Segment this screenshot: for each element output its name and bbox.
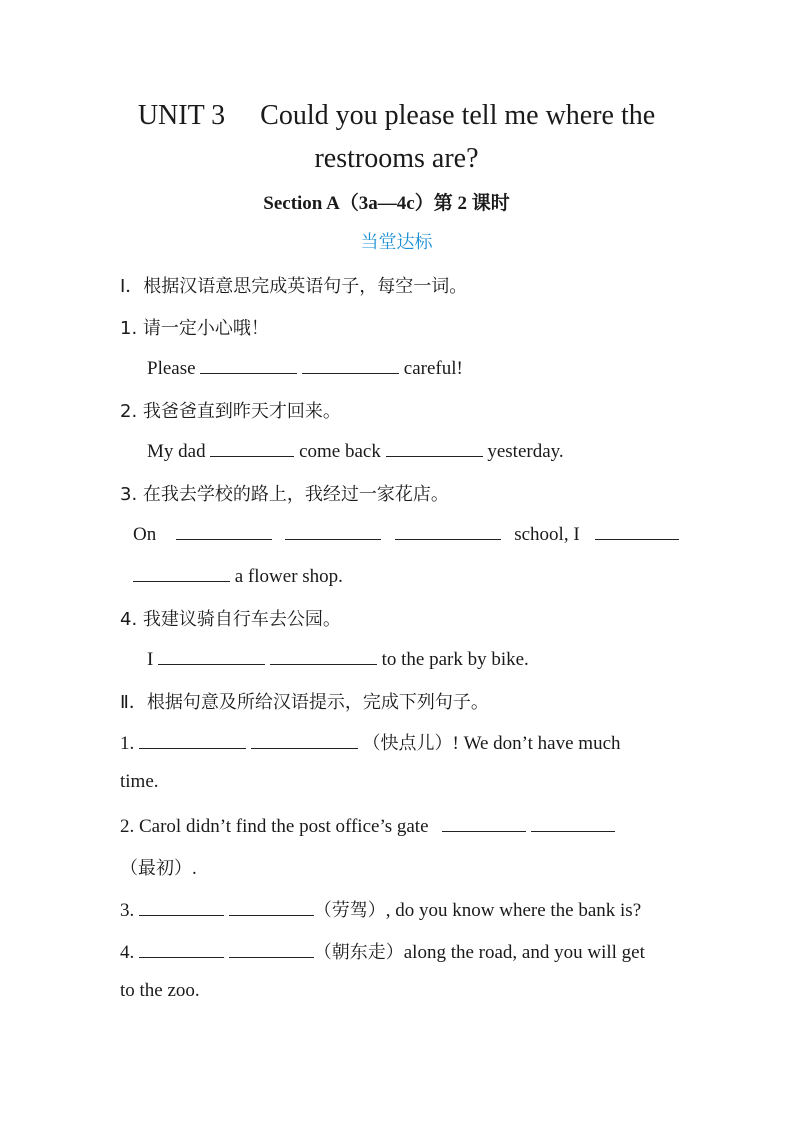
blank[interactable] xyxy=(158,646,265,665)
q2-text-c: yesterday. xyxy=(487,441,564,462)
q3-text-a: On xyxy=(133,524,157,545)
q3-answer-cont xyxy=(133,563,343,588)
q3-answer xyxy=(133,521,679,546)
p2-q4-text-b: to the zoo. xyxy=(120,980,200,1001)
p2-q1-number: 1. xyxy=(120,733,135,754)
q1-prompt xyxy=(120,314,269,340)
blank[interactable] xyxy=(229,939,314,958)
blank[interactable] xyxy=(200,355,297,374)
p2-q1-text-a: ! We don’t have much xyxy=(452,733,621,754)
blank[interactable] xyxy=(251,730,358,749)
blank[interactable] xyxy=(386,438,483,457)
p2-q1-hint: （快点儿） xyxy=(362,733,453,754)
q3-text-b: school, xyxy=(514,524,569,545)
p2-q2-hint: （最初） xyxy=(120,858,192,879)
q4-text-b: to the park by bike. xyxy=(381,649,529,670)
p2-q3-text-a: , do you know where the bank is? xyxy=(385,900,642,921)
q1-text-b: careful! xyxy=(403,358,463,379)
p2-q3-hint: （劳驾） xyxy=(313,900,386,921)
blank[interactable] xyxy=(139,730,246,749)
blank[interactable] xyxy=(133,563,230,582)
q2-text-a: My dad xyxy=(147,441,206,462)
blank[interactable] xyxy=(210,438,294,457)
p2-q1 xyxy=(120,729,621,755)
p2-q1-cont xyxy=(120,771,159,793)
blank[interactable] xyxy=(531,813,615,832)
blank[interactable] xyxy=(442,813,526,832)
blank[interactable] xyxy=(139,939,224,958)
q4-answer xyxy=(147,646,529,671)
p2-q4-number: 4. xyxy=(120,942,135,963)
p2-q3-number: 3. xyxy=(120,900,135,921)
blank[interactable] xyxy=(270,646,377,665)
p2-q4-hint: （朝东走） xyxy=(313,942,404,963)
q4-chinese: 4. 我建议骑自行车去公园。 xyxy=(120,609,341,630)
blank[interactable] xyxy=(229,897,314,916)
p2-q4-cont xyxy=(120,980,200,1002)
q1-chinese: 1. 请一定小心哦！ xyxy=(120,318,269,339)
part1-heading-text: Ⅰ．根据汉语意思完成英语句子，每空一词。 xyxy=(120,276,468,297)
unit-title-line2: restrooms are? xyxy=(314,143,479,174)
blank[interactable] xyxy=(176,521,272,540)
q4-text-a: I xyxy=(147,649,154,670)
part1-heading xyxy=(120,272,467,298)
blank[interactable] xyxy=(139,897,224,916)
blank[interactable] xyxy=(302,355,399,374)
p2-q2-cont xyxy=(120,854,197,880)
q4-prompt xyxy=(120,605,341,631)
q3-prompt xyxy=(120,480,449,506)
q2-prompt xyxy=(120,397,341,423)
p2-q4 xyxy=(120,938,645,964)
q3-chinese: 3. 在我去学校的路上，我经过一家花店。 xyxy=(120,484,449,505)
unit-title xyxy=(100,94,693,180)
blank[interactable] xyxy=(395,521,501,540)
q2-chinese: 2. 我爸爸直到昨天才回来。 xyxy=(120,401,341,422)
p2-q4-text-a: along the road, and you will get xyxy=(403,942,645,963)
q2-answer xyxy=(147,438,564,463)
q1-text-a: Please xyxy=(147,358,196,379)
p2-q2-text-a: 2. Carol didn’t find the post office’s gate xyxy=(120,816,429,837)
part2-heading-text: Ⅱ．根据句意及所给汉语提示，完成下列句子。 xyxy=(120,692,489,713)
section-badge: 当堂达标 xyxy=(360,232,433,253)
p2-q3 xyxy=(120,896,641,922)
p2-q1-text-b: time. xyxy=(120,771,159,792)
blank[interactable] xyxy=(595,521,679,540)
section-subtitle: Section A（3a—4c）第 2 课时 xyxy=(263,193,510,214)
part2-heading xyxy=(120,688,489,714)
q1-answer xyxy=(147,355,463,380)
unit-title-line1: UNIT 3 Could you please tell me where the xyxy=(137,100,656,131)
q3-text-c: I xyxy=(573,524,580,545)
blank[interactable] xyxy=(285,521,381,540)
p2-q2-text-b: . xyxy=(192,858,197,879)
q2-text-b: come back xyxy=(299,441,381,462)
q3-text-d: a flower shop. xyxy=(234,566,343,587)
p2-q2 xyxy=(120,813,615,838)
